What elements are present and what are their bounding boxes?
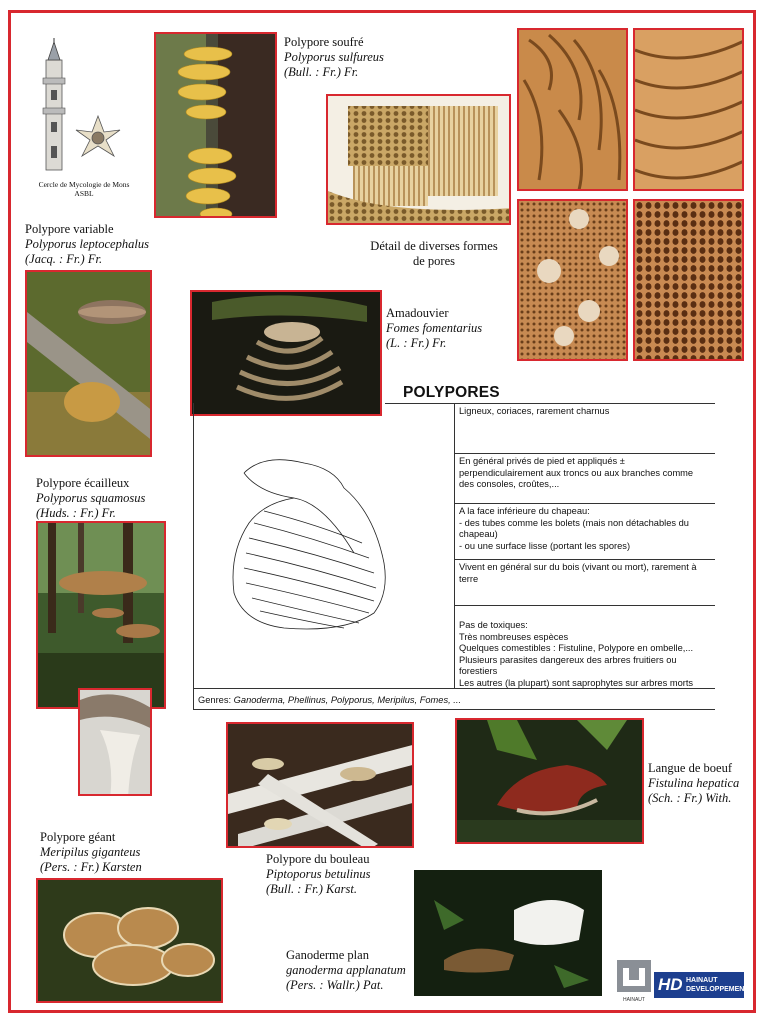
club-status: ASBL (74, 189, 94, 198)
table-cells (454, 403, 715, 689)
caption-geant-latin: Meripilus giganteus (40, 845, 141, 859)
cell-consistency (455, 403, 715, 453)
caption-langue-name: Langue de boeuf (648, 761, 732, 775)
photo-pores-irregular (517, 199, 628, 361)
caption-soufre-author: (Bull. : Fr.) Fr. (284, 65, 359, 79)
caption-bouleau-name: Polypore du bouleau (266, 852, 370, 866)
photo-amadouvier (190, 290, 382, 416)
caption-langue-author: (Sch. : Fr.) With. (648, 791, 732, 805)
photo-pores-labyrinth (633, 28, 744, 191)
caption-geant (40, 830, 142, 875)
caption-pores (360, 239, 508, 269)
caption-amadouvier-name: Amadouvier (386, 306, 449, 320)
cell-line: Pas de toxiques: (459, 620, 528, 630)
photo-pores-detail (326, 94, 511, 225)
caption-ganoderme-latin: ganoderma applanatum (286, 963, 406, 977)
cell-line: perpendiculairement aux troncs ou aux branches comme (459, 467, 694, 478)
caption-geant-author: (Pers. : Fr.) Karsten (40, 860, 142, 874)
genres-row (198, 695, 461, 705)
genres-label: Genres: (198, 695, 232, 705)
cell-line: - des tubes comme les bolets (mais non détachables du (459, 517, 689, 528)
cell-habitat (455, 559, 715, 605)
caption-ganoderme (286, 948, 406, 993)
caption-soufre-name: Polypore soufré (284, 35, 364, 49)
table-title: POLYPORES (403, 384, 500, 401)
photo-pores-lamellate (517, 28, 628, 191)
caption-ganoderme-name: Ganoderme plan (286, 948, 369, 962)
cell-line: forestiers (459, 666, 498, 677)
polypore-illustration (224, 443, 434, 638)
cell-hymenium (455, 503, 715, 559)
cell-line: Les autres (la plupart) sont saprophytes sur arbres morts (459, 677, 694, 688)
club-logo (28, 38, 140, 198)
brand-name-line2: DEVELOPPEMENT (686, 986, 749, 993)
club-name: Cercle de Mycologie de Mons (38, 180, 130, 189)
photo-polypore-soufre (154, 32, 277, 218)
cell-line: Très nombreuses espèces (459, 631, 569, 642)
photo-polypore-ecailleux (36, 521, 166, 709)
photo-polypore-ecailleux-detail (78, 688, 152, 796)
cell-line: Vivent en général sur du bois (vivant ou mort), rarement à (459, 562, 697, 572)
caption-ecailleux-name: Polypore écailleux (36, 476, 130, 490)
caption-amadouvier-author: (L. : Fr.) Fr. (386, 336, 447, 350)
photo-polypore-geant (36, 878, 223, 1003)
caption-geant-name: Polypore géant (40, 830, 116, 844)
caption-langue-latin: Fistulina hepatica (648, 776, 740, 790)
photo-polypore-variable (25, 270, 152, 457)
province-emblem-icon (617, 960, 651, 992)
province-logo (617, 960, 651, 1003)
caption-amadouvier-latin: Fomes fomentarius (386, 321, 483, 335)
caption-ecailleux-latin: Polyporus squamosus (36, 491, 146, 505)
brand-initials: HD (658, 975, 683, 994)
cell-line: chapeau) (459, 529, 498, 540)
belfry-drawing (28, 38, 140, 176)
caption-pores-line1: Détail de diverses formes (370, 239, 498, 253)
caption-variable-latin: Polyporus leptocephalus (25, 237, 149, 251)
photo-polypore-bouleau (226, 722, 414, 848)
caption-langue (648, 761, 739, 806)
photo-ganoderme-plan (414, 870, 602, 996)
caption-amadouvier (386, 306, 482, 351)
cell-line: En général privés de pied et appliqués ± (459, 456, 625, 466)
caption-ecailleux-author: (Huds. : Fr.) Fr. (36, 506, 116, 520)
caption-variable (25, 222, 149, 267)
hainaut-developpement-logo (654, 972, 749, 998)
caption-variable-author: (Jacq. : Fr.) Fr. (25, 252, 103, 266)
cell-edibility (455, 605, 715, 690)
cell-line: terre (459, 573, 479, 584)
caption-variable-name: Polypore variable (25, 222, 114, 236)
cell-line: Plusieurs parasites dangereux des arbres fruitiers ou (459, 654, 677, 665)
cell-line: A la face inférieure du chapeau: (459, 506, 590, 516)
caption-bouleau-latin: Piptoporus betulinus (266, 867, 371, 881)
cell-line: - ou une surface lisse (portant les spores) (459, 540, 631, 551)
caption-ganoderme-author: (Pers. : Wallr.) Pat. (286, 978, 384, 992)
cell-shape (455, 453, 715, 503)
caption-pores-line2: de pores (413, 254, 455, 268)
caption-bouleau-author: (Bull. : Fr.) Karst. (266, 882, 357, 896)
province-logo-text: HAINAUT (623, 997, 645, 1003)
cell-line: des consoles, croûtes,... (459, 479, 560, 490)
caption-ecailleux (36, 476, 145, 521)
photo-pores-round (633, 199, 744, 361)
photo-langue-de-boeuf (455, 718, 644, 844)
caption-bouleau (266, 852, 371, 897)
genres-list: Ganoderma, Phellinus, Polyporus, Meripilus, Fomes, ... (233, 695, 462, 705)
cell-line: Ligneux, coriaces, rarement charnus (459, 406, 610, 416)
characteristics-table (193, 403, 715, 710)
caption-soufre-latin: Polyporus sulfureus (284, 50, 384, 64)
cell-line: Quelques comestibles : Fistuline, Polypore en ombelle,... (459, 643, 694, 654)
brand-name-line1: HAINAUT (686, 977, 718, 984)
caption-soufre (284, 35, 384, 80)
